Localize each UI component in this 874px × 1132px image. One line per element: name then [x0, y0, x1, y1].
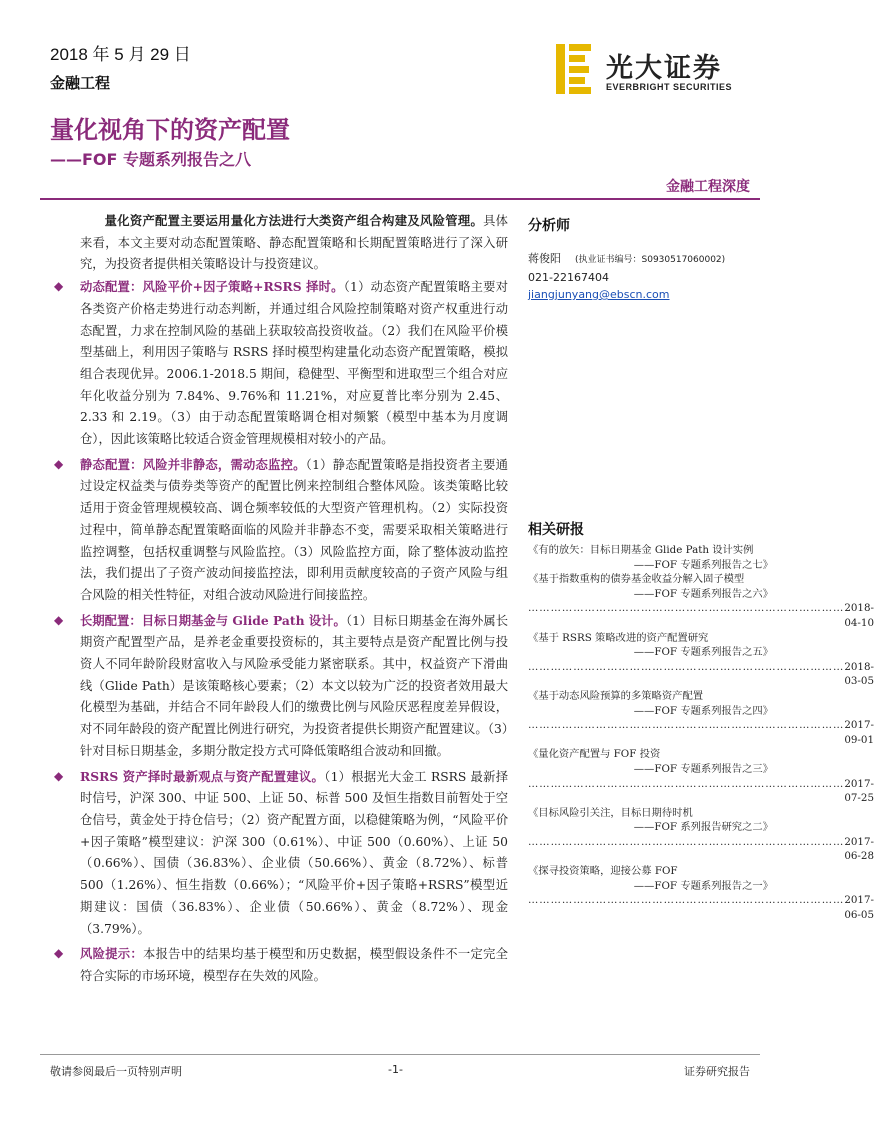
leader-dots: ………………………………………………………………………… — [528, 602, 845, 615]
related-date: 2017-06-05 — [844, 894, 874, 921]
diamond-bullet-icon: ◆ — [54, 456, 64, 471]
abstract-intro — [80, 210, 508, 276]
related-title: 《探寻投资策略，迎接公募 FOF — [528, 865, 678, 878]
related-title: 《基于 RSRS 策略改进的资产配置研究 — [528, 631, 709, 644]
bullet-text: （1）动态资产配置策略主要对各类资产价格走势进行动态判断，并通过组合风险控制策略对资产权重进行动态配置，力求在控制风险的基础上获取较高投资收益。（2）我们在风险平价模型基础上，利用因子策略与 RSRS 择时模型构建量化动态资产配置策略，模拟组合表现优异。2006.1-2018.5 期间，稳健型、平衡型和进取型三个组合对应年化收益分别为 7.84%、9.76%和 11.21%，对应夏普比率分别为 2.45、2.33 和 2.19。（3）由于动态配置策略调仓相对频繁（模型中基本为月度调仓），因此该策略比较适合资金管理规模相对较小的产品。 — [80, 280, 508, 447]
bullet-text: 本报告中的结果均基于模型和历史数据，模型假设条件不一定完全符合实际的市场环境，模型存在失效的风险。 — [80, 947, 508, 983]
related-item[interactable] — [528, 689, 874, 747]
logo-english-name: EVERBRIGHT SECURITIES — [606, 82, 733, 92]
footer-disclaimer: 敬请参阅最后一页特别声明 — [50, 1065, 182, 1078]
related-date-line — [528, 718, 874, 747]
analyst-info — [528, 250, 768, 303]
related-item[interactable] — [528, 864, 874, 922]
related-date-line — [528, 660, 874, 689]
related-date: 2017-07-25 — [844, 777, 874, 805]
related-item[interactable] — [528, 631, 874, 689]
related-title: 《基于指数重构的债券基金收益分解入固子模型 — [528, 573, 745, 586]
footer-report-label: 证券研究报告 — [684, 1065, 750, 1078]
footer-divider — [40, 1054, 760, 1055]
report-date: 2018 年 5 月 29 日 — [50, 45, 191, 64]
leader-dots: ………………………………………………………………………… — [528, 660, 845, 673]
related-date: 2018-03-05 — [844, 660, 874, 688]
related-series: ——FOF 专题系列报告之四》 — [633, 704, 773, 717]
bullet-keyword: 静态配置：风险并非静态，需动态监控。 — [80, 456, 306, 472]
related-series: ——FOF 系列报告研究之二》 — [633, 821, 773, 834]
related-item[interactable] — [528, 572, 874, 630]
bullet-dynamic — [54, 276, 508, 451]
leader-dots: ………………………………………………………………………… — [528, 835, 845, 848]
leader-dots: ………………………………………………………………………… — [528, 894, 845, 907]
leader-dots: ………………………………………………………………………… — [528, 719, 845, 732]
report-category: 金融工程 — [50, 74, 111, 92]
report-type: 金融工程深度 — [666, 179, 750, 195]
analyst-email-link[interactable]: jiangjunyang@ebscn.com — [528, 288, 670, 301]
diamond-bullet-icon: ◆ — [54, 279, 64, 294]
bullet-keyword: 动态配置：风险平价+因子策略+RSRS 择时。 — [80, 279, 344, 295]
abstract — [54, 210, 509, 988]
related-series: ——FOF 专题系列报告之三》 — [633, 762, 773, 775]
analyst-name: 蒋俊阳 — [528, 252, 561, 265]
related-date: 2017-06-28 — [844, 835, 874, 863]
related-series: ——FOF 专题系列报告之一》 — [633, 879, 773, 892]
bullet-text: （1）目标日期基金在海外属长期资产配置型产品，是养老金重要投资标的，其主要特点是资产配置比例与投资人不同年龄阶段财富收入与风险承受能力紧密联系。其中，权益资产下滑曲线（Glide Path）是该策略核心要素；（2）本文以较为广泛的投资者效用最大化模型为基础，并结合不同年龄段人们的缴费比例与风险厌恶程度差异假设，对不同年龄段的资产配置比例进行研究，为投资者提供长期资产配置建议。（3）针对目标日期基金，多期分散定投方式可降低策略组合波动和回撤。 — [80, 613, 508, 758]
related-title: 《目标风险引关注，目标日期待时机 — [528, 806, 693, 819]
bullet-keyword: 长期配置：目标日期基金与 Glide Path 设计。 — [80, 612, 346, 628]
bullet-text: （1）静态配置策略是指投资者主要通过设定权益类与债券类等资产的配置比例来控制组合整体风险。该类策略比较适用于资金管理规模较高、调仓频率较低的大型资产管理机构。（2）实际投资过程中，简单静态配置策略面临的风险并非静态不变，需要采取相关策略进行监控调整，包括权重调整与风险监控。（3）风险监控方面，除了整体波动监控法，我们提出了子资产波动间接监控法，即利用贡献度较高的子资产风险与组合风险的相关性特征，对组合波动风险进行间接监控。 — [80, 457, 508, 602]
related-date-line — [528, 777, 874, 806]
related-series: ——FOF 专题系列报告之六》 — [633, 587, 773, 600]
related-title: 《量化资产配置与 FOF 投资 — [528, 748, 661, 761]
company-logo — [556, 44, 776, 100]
page-number: -1- — [388, 1063, 403, 1076]
bullet-rsrs — [54, 766, 509, 941]
intro-text: 具体来看，本文主要对动态配置策略、静态配置策略和长期配置策略进行了深入研究，为投资者提供相关策略设计与投资建议。 — [80, 214, 508, 272]
intro-bold: 量化资产配置主要运用量化方法进行大类资产组合构建及风险管理。 — [104, 213, 484, 228]
analyst-heading: 分析师 — [528, 218, 570, 234]
bullet-text: （1）根据光大金工 RSRS 最新择时信号，沪深 300、中证 500、上证 50、标普 500 及恒生指数目前暂处于空仓信号，黄金处于持仓信号；（2）资产配置方面，以稳健策略为例，“风险平价+因子策略”模型建议：沪深 300（0.61%）、中证 500（0.60%）、上证 50（0.66%）、国债（36.83%）、企业债（50.66%）、黄金（8.72%）、标普 500（1.26%）、恒生指数（0.66%）；“风险平价+因子策略+RSRS”模型近期建议：国债（36.83%）、企业债（50.66%）、黄金（8.72%）、现金（3.79%）。 — [80, 769, 509, 936]
related-date-line — [528, 835, 874, 864]
leader-dots: ………………………………………………………………………… — [528, 777, 845, 790]
diamond-bullet-icon: ◆ — [54, 768, 64, 783]
related-date-line — [528, 893, 874, 922]
related-title: 《有的放矢：目标日期基金 Glide Path 设计实例 — [528, 544, 754, 556]
related-heading: 相关研报 — [528, 522, 584, 538]
related-item[interactable] — [528, 543, 773, 572]
related-date-line — [528, 601, 874, 630]
analyst-phone: 021-22167404 — [528, 271, 609, 284]
related-item[interactable] — [528, 747, 874, 805]
report-title: 量化视角下的资产配置 — [50, 116, 290, 144]
diamond-bullet-icon: ◆ — [54, 612, 64, 627]
logo-mark-icon — [556, 44, 596, 94]
related-series: ——FOF 专题系列报告之五》 — [633, 646, 773, 659]
related-date: 2017-09-01 — [844, 719, 874, 746]
related-series: ——FOF 专题系列报告之七》 — [633, 558, 773, 571]
related-reports-list — [528, 543, 874, 922]
related-date: 2018-04-10 — [844, 602, 874, 629]
bullet-keyword: RSRS 资产择时最新观点与资产配置建议。 — [80, 768, 325, 784]
diamond-bullet-icon: ◆ — [54, 946, 64, 961]
related-title: 《基于动态风险预算的多策略资产配置 — [528, 689, 704, 702]
bullet-risk — [54, 943, 508, 987]
bullet-keyword: 风险提示： — [80, 946, 143, 962]
report-subtitle: ——FOF 专题系列报告之八 — [50, 150, 252, 169]
logo-chinese-name: 光大证券 — [606, 53, 722, 84]
bullet-static — [54, 454, 508, 607]
analyst-license: (执业证书编号：S0930517060002) — [575, 255, 726, 265]
related-item[interactable] — [528, 806, 874, 864]
bullet-longterm — [54, 610, 508, 763]
header-divider — [40, 198, 760, 200]
